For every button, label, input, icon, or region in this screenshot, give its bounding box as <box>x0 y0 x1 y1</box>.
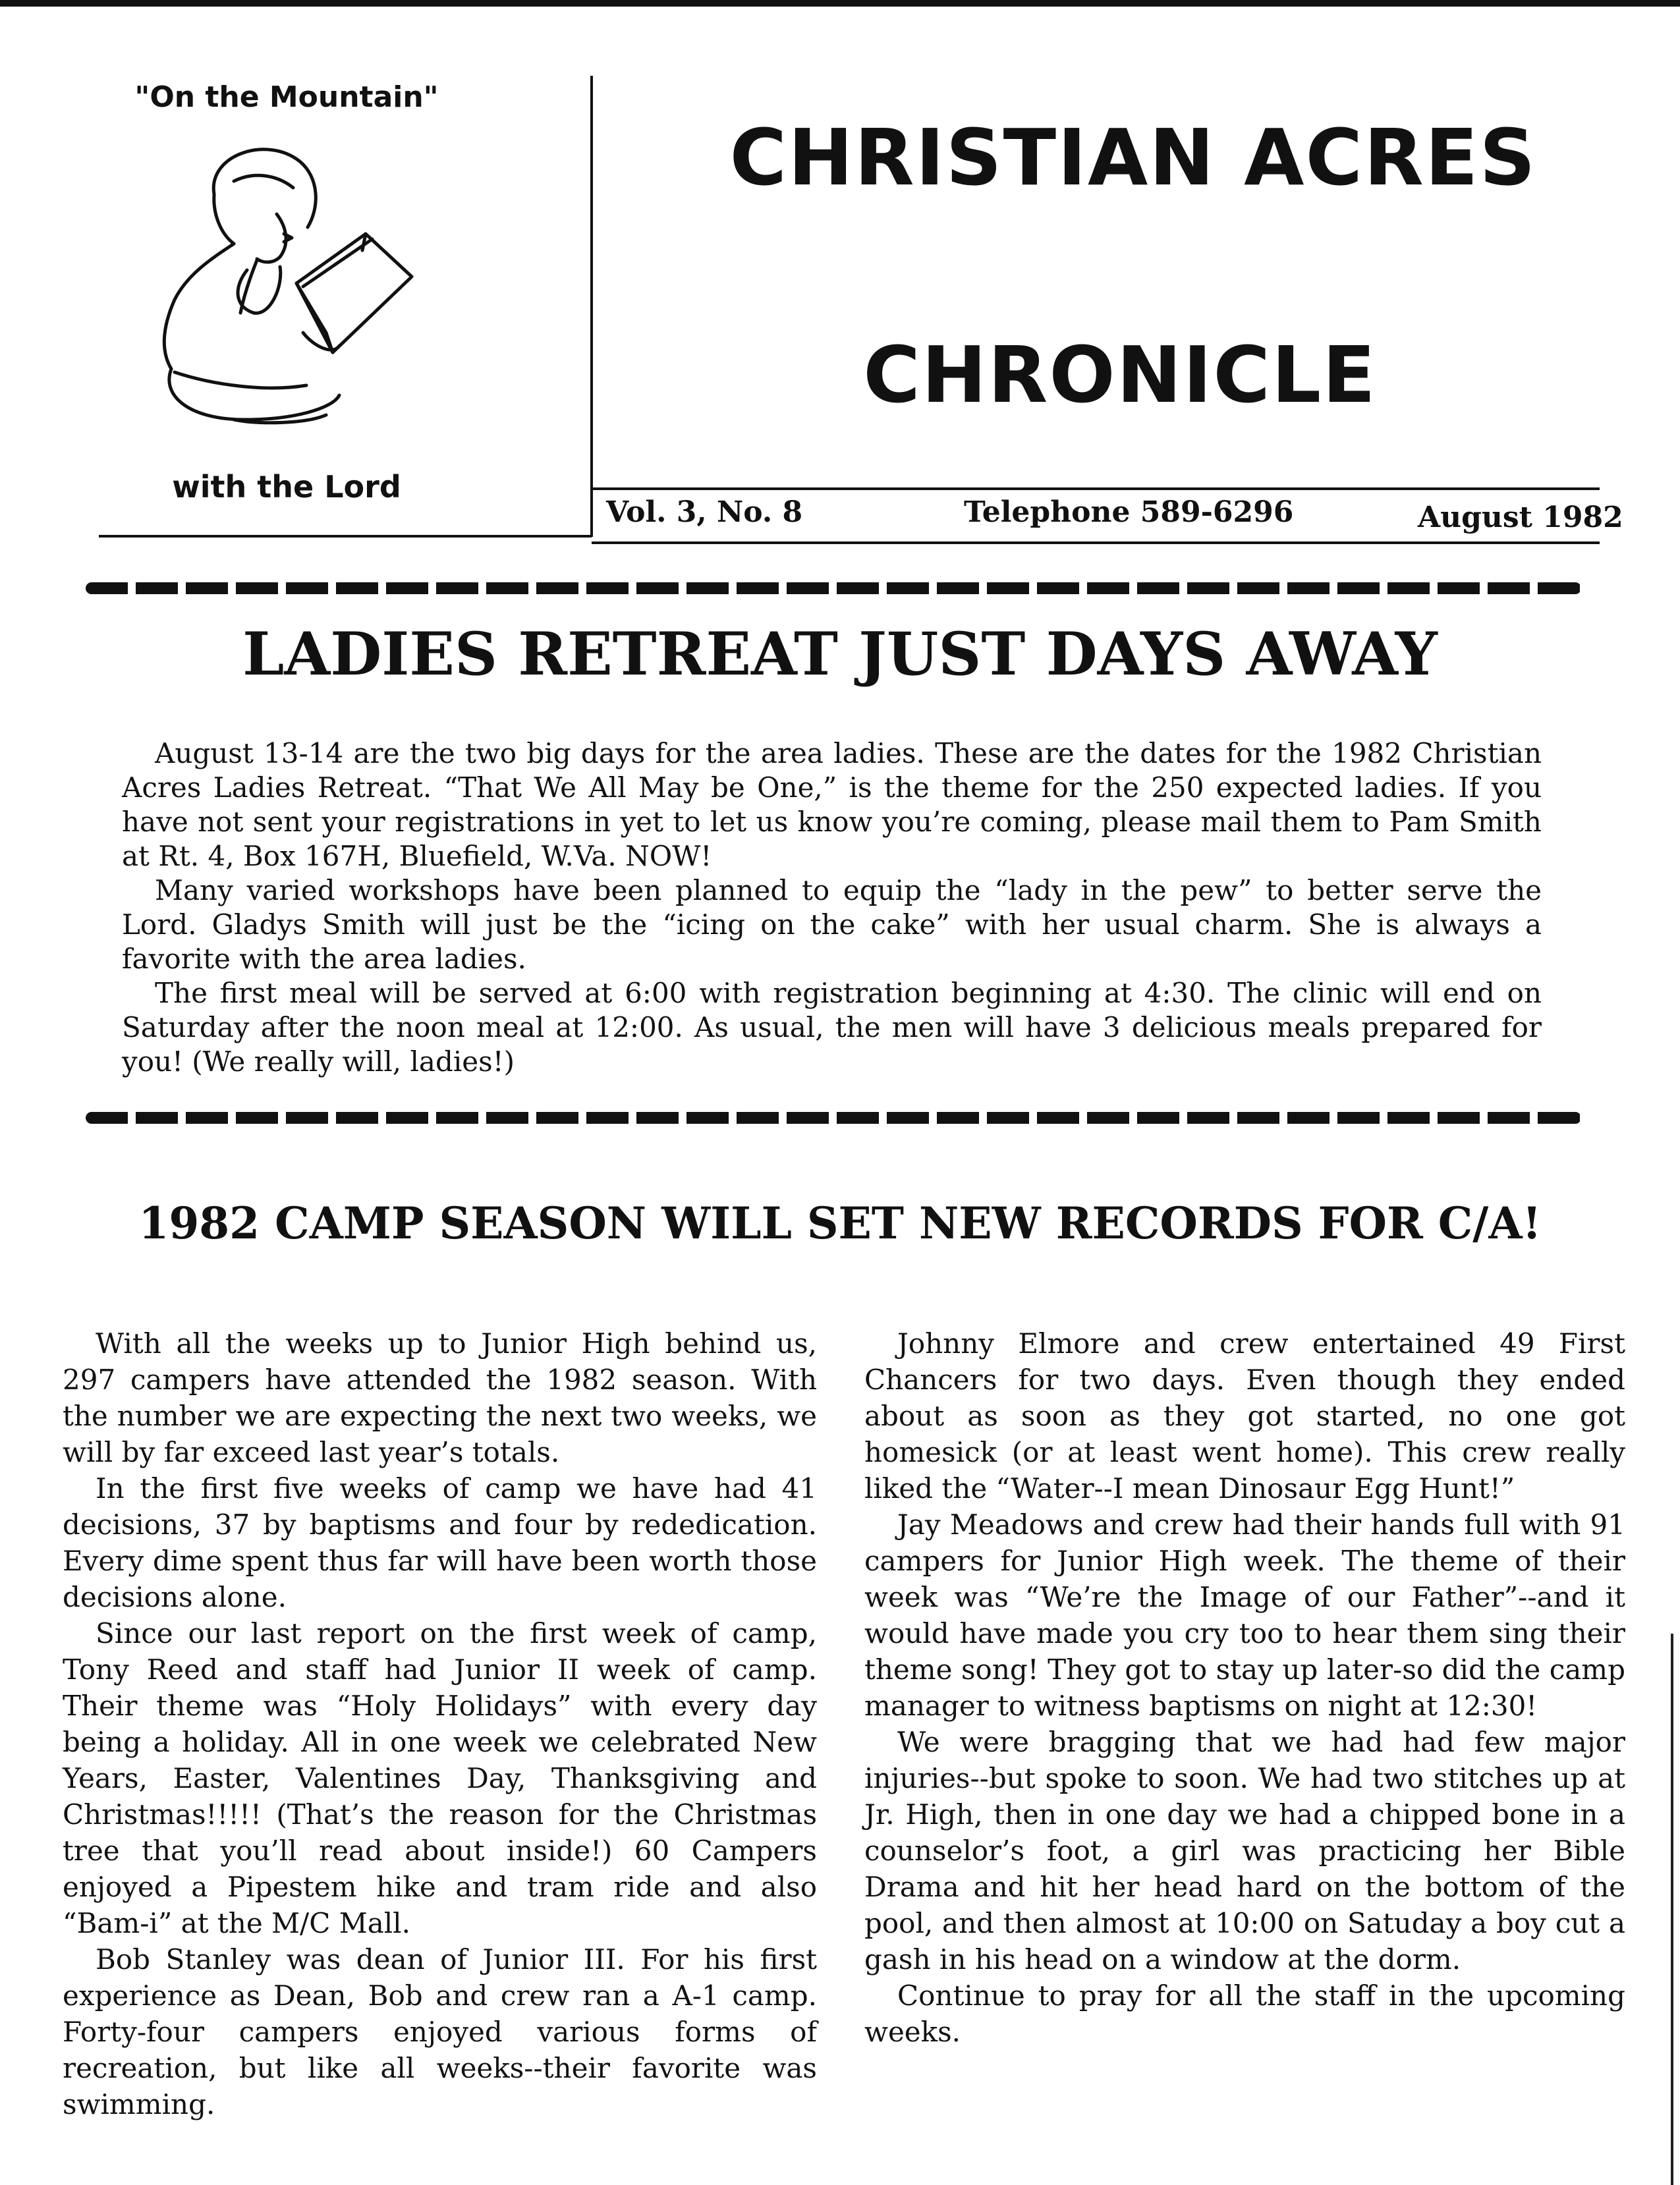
article1-paragraph: August 13-14 are the two big days for the area ladies. These are the dates for the 1982 Christian Acres Ladies Retreat. “That We All May be One,” is the theme for the 250 expected ladies. If you have not sent your registrations in yet to let us know you’re coming, please mail them to Pam Smith at Rt. 4, Box 167H, Bluefield, W.Va. NOW! <box>122 737 1542 872</box>
article2-right-column <box>864 1325 1625 2050</box>
issue-bar-bottom-rule <box>592 541 1600 544</box>
newsletter-title-line1: CHRISTIAN ACRES <box>729 112 1537 203</box>
child-reading-book-icon <box>135 135 425 431</box>
tagline-top: "On the Mountain" <box>134 80 439 114</box>
masthead-left-rule <box>99 535 592 538</box>
tagline-bottom: with the Lord <box>172 469 401 505</box>
issue-volume: Vol. 3, No. 8 <box>606 495 803 529</box>
dashed-separator <box>86 1112 1581 1124</box>
article2-paragraph: With all the weeks up to Junior High behind us, 297 campers have attended the 1982 season. With the number we are expecting the next two weeks, we will by far exceed last year’s totals. <box>63 1327 817 1468</box>
article2-paragraph: Jay Meadows and crew had their hands full with 91 campers for Junior High week. The theme of their week was “We’re the Image of our Father”--and it would have made you cry too to hear them sing their theme song! They got to stay up later-so did the camp manager to witness baptisms on night at 12:30! <box>864 1508 1625 1722</box>
article1-body <box>122 736 1542 1079</box>
issue-telephone: Telephone 589-6296 <box>964 495 1294 529</box>
top-border <box>0 0 1680 7</box>
right-edge-rule <box>1671 1634 1673 2185</box>
article2-paragraph: Bob Stanley was dean of Junior III. For his first experience as Dean, Bob and crew ran a A-1 camp. Forty-four campers enjoyed various forms of recreation, but like all weeks--their favorite was swimming. <box>63 1943 817 2120</box>
article2-paragraph: In the first five weeks of camp we have had 41 decisions, 37 by baptisms and four by rededication. Every dime spent thus far will have been worth those decisions alone. <box>63 1472 817 1613</box>
dashed-separator <box>86 582 1581 594</box>
issue-date: August 1982 <box>1418 501 1623 534</box>
article2-paragraph: We were bragging that we had had few major injuries--but spoke to soon. We had two stitches up at Jr. High, then in one day we had a chipped bone in a counselor’s foot, a girl was practicing her Bible Drama and hit her head hard on the bottom of the pool, and then almost at 10:00 on Satuday a boy cut a gash in his head on a window at the dorm. <box>864 1726 1625 1976</box>
article1-paragraph: The first meal will be served at 6:00 with registration beginning at 4:30. The clinic will end on Saturday after the noon meal at 12:00. As usual, the men will have 3 delicious meals prepared for you! (We really will, ladies!) <box>122 977 1542 1078</box>
article2-headline: 1982 CAMP SEASON WILL SET NEW RECORDS FOR C/A! <box>138 1198 1542 1249</box>
article2-paragraph: Continue to pray for all the staff in the upcoming weeks. <box>864 1979 1625 2048</box>
article2-left-column <box>63 1325 817 2122</box>
article2-paragraph: Johnny Elmore and crew entertained 49 First Chancers for two days. Even though they ended about as soon as they got started, no one got homesick (or at least went home). This crew really liked the “Water--I mean Dinosaur Egg Hunt!” <box>864 1327 1625 1505</box>
masthead-divider <box>590 76 593 537</box>
issue-bar-top-rule <box>592 487 1600 490</box>
article2-paragraph: Since our last report on the first week of camp, Tony Reed and staff had Junior II week of camp. Their theme was “Holy Holidays” with every day being a holiday. All in one week we celebrated New Years, Easter, Valentines Day, Thanksgiving and Christmas!!!!! (That’s the reason for the Christmas tree that you’ll read about inside!) 60 Campers enjoyed a Pipestem hike and tram ride and also “Bam-i” at the M/C Mall. <box>63 1617 817 1939</box>
newsletter-title-line2: CHRONICLE <box>863 329 1377 420</box>
article1-headline: LADIES RETREAT JUST DAYS AWAY <box>242 619 1438 689</box>
article1-paragraph: Many varied workshops have been planned to equip the “lady in the pew” to better serve the Lord. Gladys Smith will just be the “icing on the cake” with her usual charm. She is always a favorite with the area ladies. <box>122 874 1542 975</box>
